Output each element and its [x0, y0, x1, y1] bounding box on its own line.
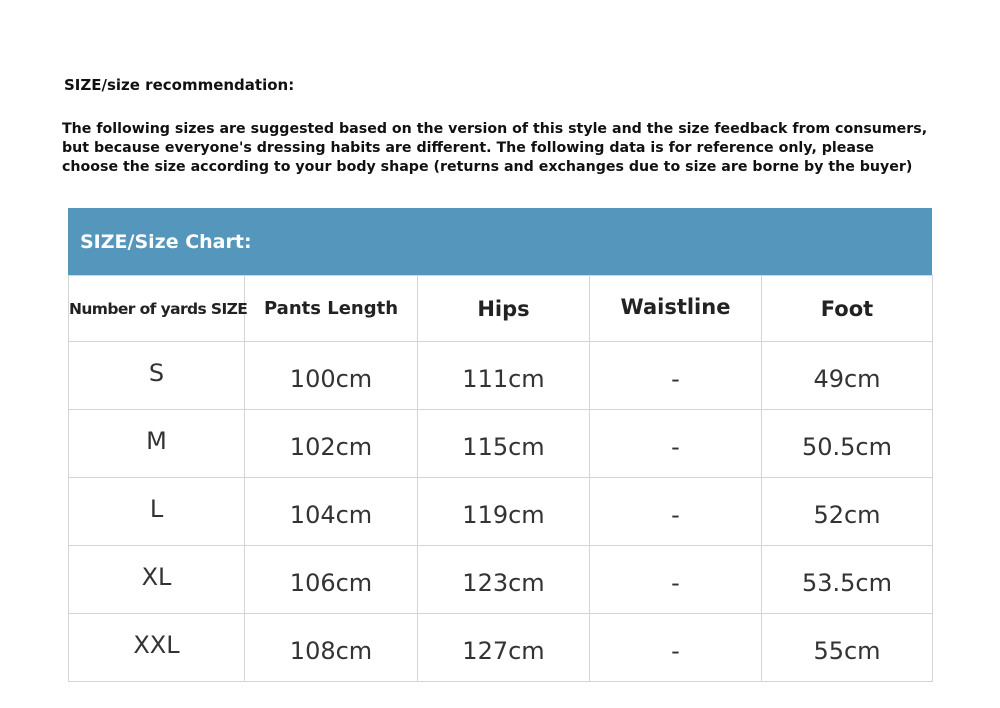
foot-cell: 49cm	[762, 342, 933, 410]
waistline-cell: -	[590, 342, 762, 410]
waistline-cell: -	[590, 410, 762, 478]
column-header-size: Number of yards SIZE	[69, 276, 245, 342]
notice-line: but because everyone's dressing habits are different. The following data is for reference only, please	[62, 140, 875, 156]
size-table	[68, 275, 933, 682]
table-row	[69, 410, 933, 478]
table-row	[69, 546, 933, 614]
pants-length-cell: 106cm	[245, 546, 418, 614]
size-cell: XL	[69, 546, 245, 614]
table-row	[69, 342, 933, 410]
pants-length-cell: 100cm	[245, 342, 418, 410]
table-row	[69, 614, 933, 682]
hips-cell: 115cm	[418, 410, 590, 478]
size-cell: XXL	[69, 614, 245, 682]
notice-line: The following sizes are suggested based on the version of this style and the size feedback from consumers,	[62, 121, 928, 137]
hips-cell: 123cm	[418, 546, 590, 614]
size-chart-banner	[68, 208, 932, 275]
column-header-pants-length: Pants Length	[245, 276, 418, 342]
column-header-foot: Foot	[762, 276, 933, 342]
foot-cell: 52cm	[762, 478, 933, 546]
waistline-cell: -	[590, 546, 762, 614]
size-cell: S	[69, 342, 245, 410]
size-cell: M	[69, 410, 245, 478]
pants-length-cell: 108cm	[245, 614, 418, 682]
pants-length-cell: 104cm	[245, 478, 418, 546]
notice-line: choose the size according to your body shape (returns and exchanges due to size are borne by the buyer)	[62, 159, 913, 175]
foot-cell: 53.5cm	[762, 546, 933, 614]
size-cell: L	[69, 478, 245, 546]
waistline-cell: -	[590, 478, 762, 546]
page-heading: SIZE/size recommendation:	[64, 76, 295, 94]
hips-cell: 111cm	[418, 342, 590, 410]
column-header-hips: Hips	[418, 276, 590, 342]
waistline-cell: -	[590, 614, 762, 682]
foot-cell: 50.5cm	[762, 410, 933, 478]
foot-cell: 55cm	[762, 614, 933, 682]
table-row	[69, 478, 933, 546]
size-chart	[68, 208, 932, 682]
hips-cell: 119cm	[418, 478, 590, 546]
size-notice	[62, 120, 952, 177]
size-chart-title: SIZE/Size Chart:	[80, 230, 252, 253]
column-header-waistline: Waistline	[590, 276, 762, 342]
table-header-row	[69, 276, 933, 342]
hips-cell: 127cm	[418, 614, 590, 682]
pants-length-cell: 102cm	[245, 410, 418, 478]
